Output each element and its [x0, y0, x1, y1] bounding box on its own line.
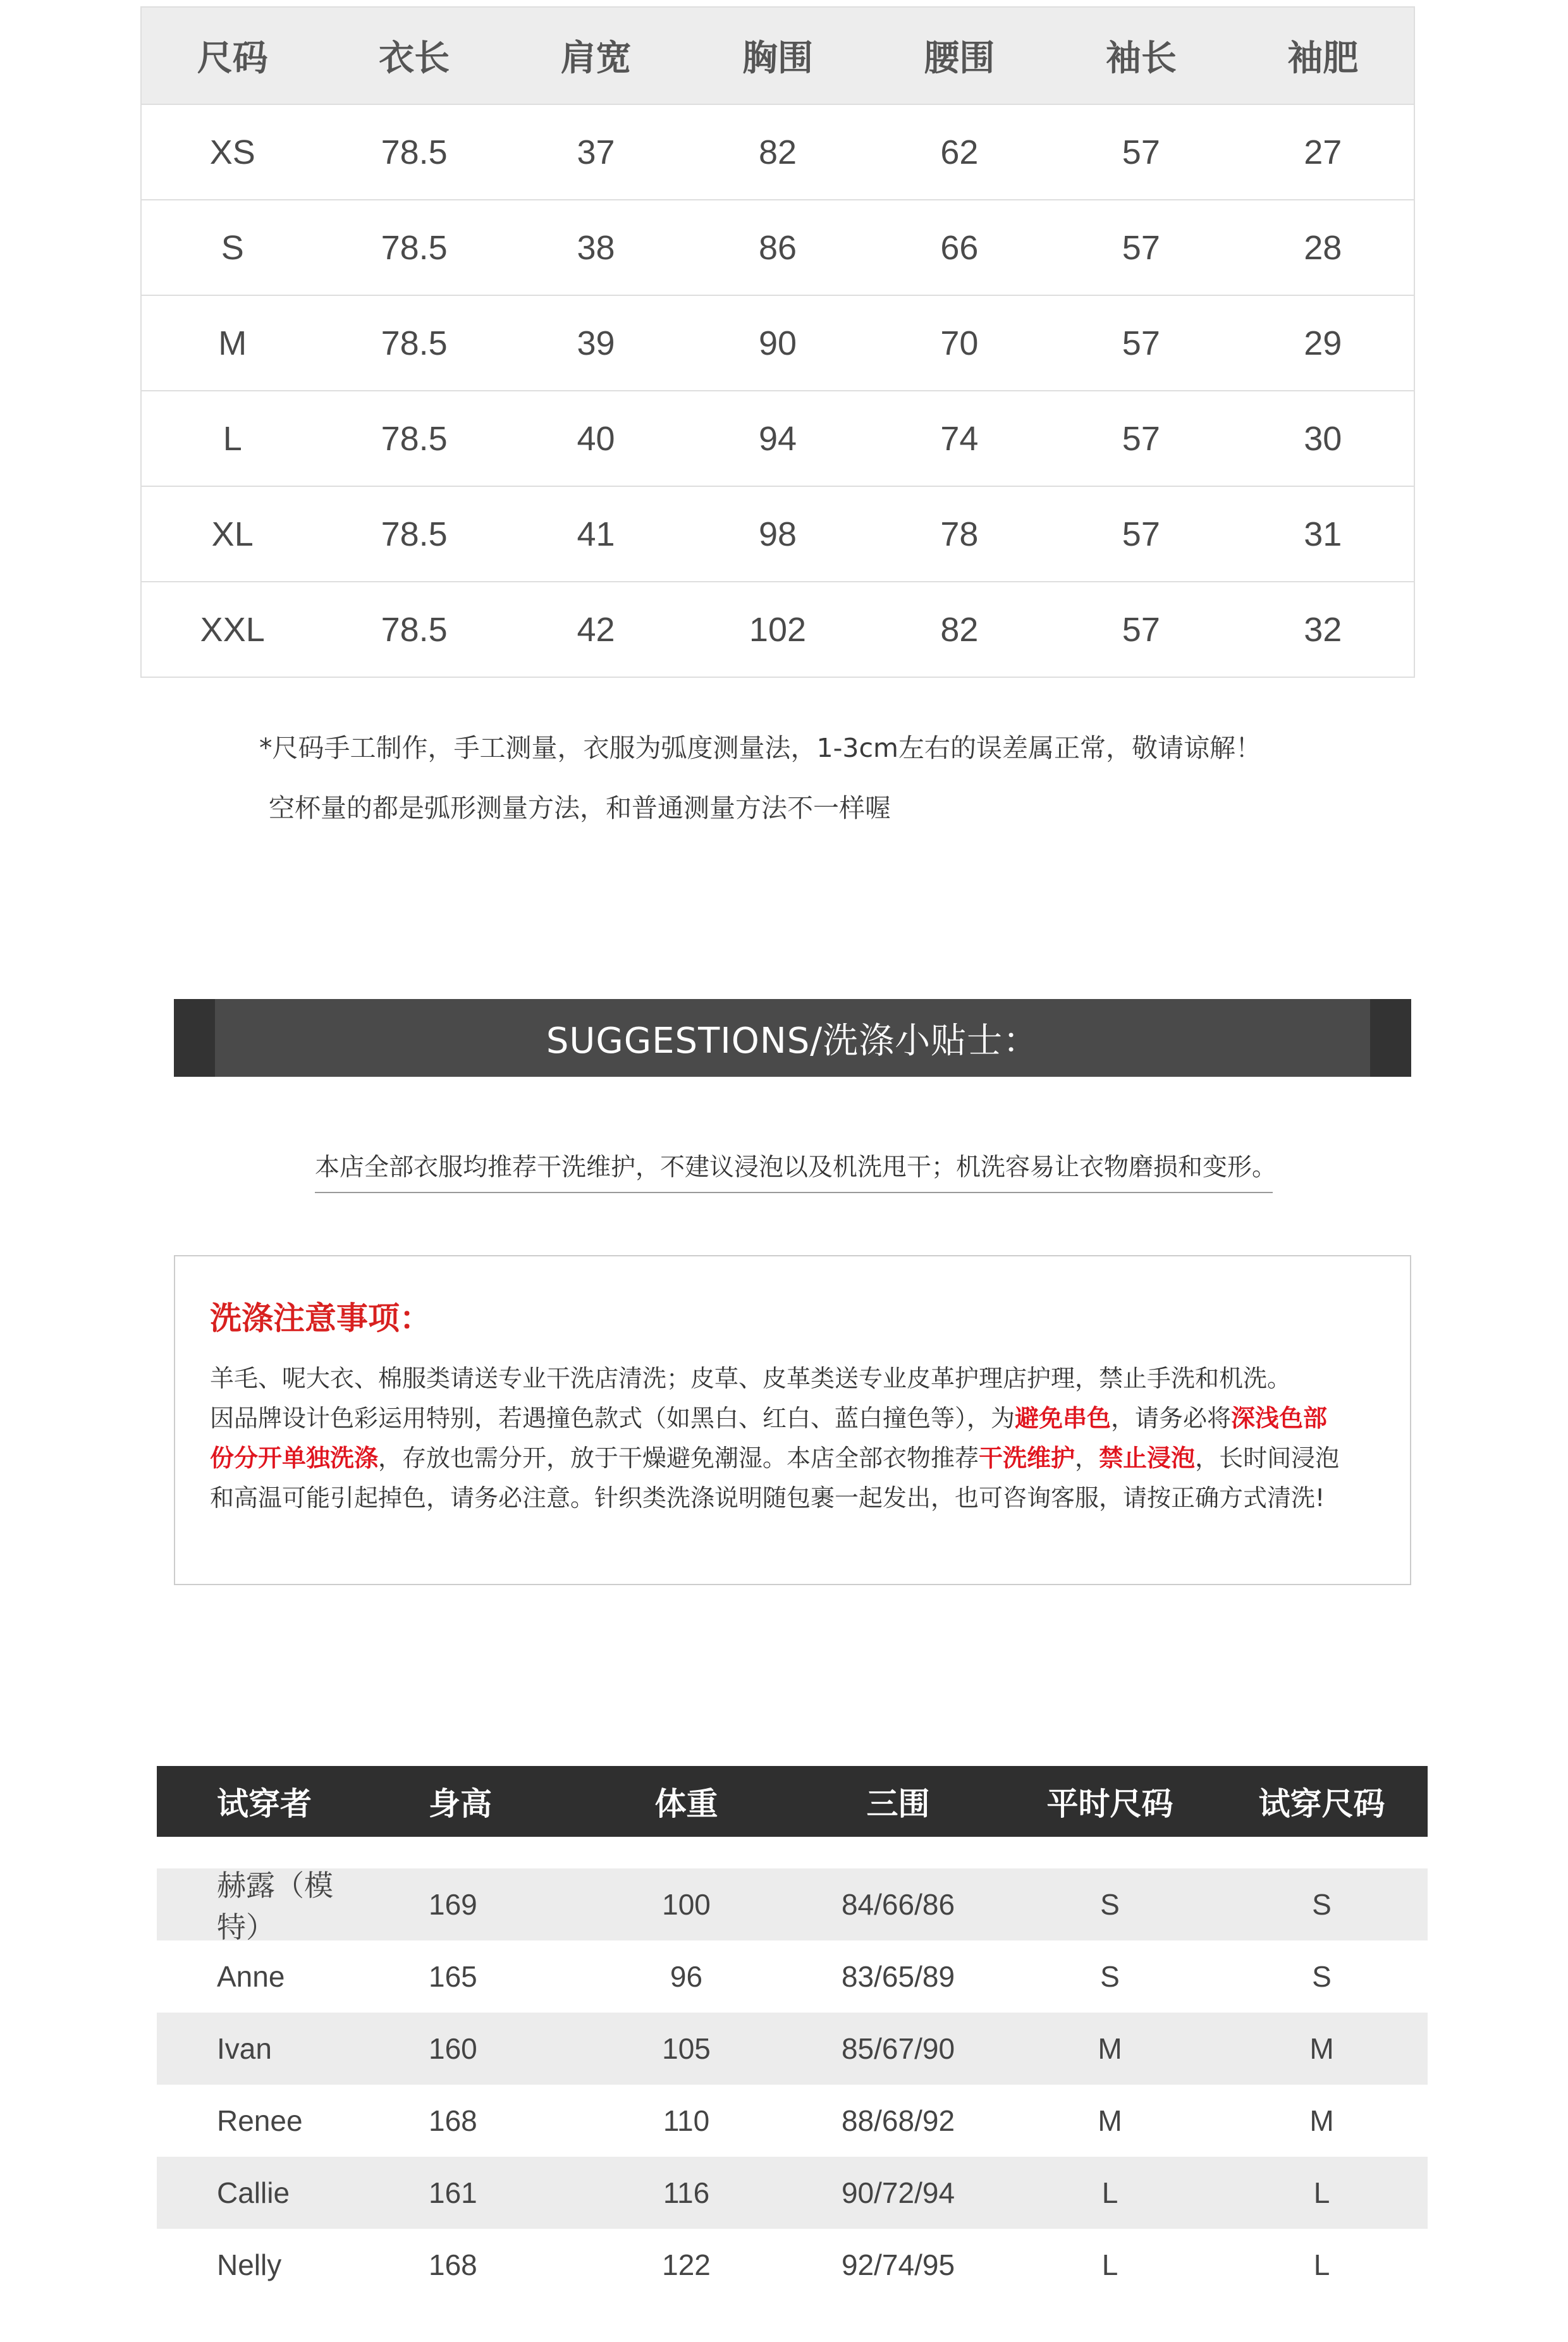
header-weight: 体重 [654, 1786, 718, 1822]
sleeve-width-cell: 31 [1304, 515, 1342, 553]
size-cell: XS [209, 133, 255, 171]
model-tried-size: M [1309, 2032, 1334, 2065]
bust-cell: 102 [749, 610, 807, 649]
sleeve-width-cell: 27 [1304, 133, 1342, 171]
table-row [157, 1940, 1428, 2013]
sleeve-length-cell: 57 [1122, 515, 1160, 553]
model-measurements: 83/65/89 [841, 1960, 955, 1993]
cup-measurement-note: 空杯量的都是弧形测量方法，和普通测量方法不一样喔 [269, 793, 891, 823]
model-height: 169 [429, 1888, 477, 1921]
length-cell: 78.5 [381, 419, 448, 458]
header-usual-size: 平时尺码 [1046, 1786, 1173, 1822]
table-row [142, 295, 1414, 390]
care-line [210, 1399, 1386, 1433]
model-height: 168 [429, 2104, 477, 2137]
shoulder-cell: 41 [577, 515, 615, 553]
length-cell: 78.5 [381, 610, 448, 649]
care-instructions-box [174, 1255, 1411, 1585]
model-height: 165 [429, 1960, 477, 1993]
measurement-note: *尺码手工制作，手工测量，衣服为弧度测量法，1-3cm左右的误差属正常，敬请谅解！ [259, 733, 1261, 763]
header-length: 衣长 [379, 38, 450, 78]
header-sleeve-width: 袖肥 [1287, 38, 1359, 78]
care-text: ，长时间浸泡 [1195, 1444, 1340, 1472]
header-bust: 胸围 [742, 38, 813, 78]
table-row [142, 486, 1414, 581]
model-tried-size: L [1313, 2248, 1330, 2281]
model-measurements: 88/68/92 [841, 2104, 955, 2137]
care-text: ，请务必将 [1111, 1404, 1232, 1432]
length-cell: 78.5 [381, 515, 448, 553]
model-weight: 96 [670, 1960, 703, 1993]
model-tried-size: S [1312, 1888, 1332, 1921]
header-shoulder: 肩宽 [560, 38, 632, 78]
model-name: Anne [217, 1960, 285, 1993]
suggestions-text: 本店全部衣服均推荐干洗维护，不建议浸泡以及机洗甩干；机洗容易让衣物磨损和变形。 [315, 1148, 1273, 1193]
care-highlight: 深浅色部 [1231, 1404, 1328, 1432]
sleeve-length-cell: 57 [1122, 228, 1160, 267]
length-cell: 78.5 [381, 228, 448, 267]
header-height: 身高 [429, 1786, 492, 1822]
model-weight: 100 [662, 1888, 711, 1921]
model-weight: 116 [663, 2176, 710, 2209]
care-highlight: 避免串色 [1015, 1404, 1112, 1432]
header-model: 试穿者 [217, 1786, 312, 1822]
care-text: 因品牌设计色彩运用特别，若遇撞色款式（如黑白、红白、蓝白撞色等），为 [210, 1404, 1015, 1432]
length-cell: 78.5 [381, 324, 448, 362]
model-height: 168 [429, 2248, 477, 2281]
header-waist: 腰围 [924, 38, 995, 78]
size-cell: S [221, 228, 244, 267]
bust-cell: 94 [758, 419, 797, 458]
sleeve-width-cell: 32 [1304, 610, 1342, 649]
size-cell: L [223, 419, 242, 458]
shoulder-cell: 37 [577, 133, 615, 171]
suggestions-banner [174, 999, 1411, 1077]
model-height: 161 [429, 2176, 477, 2209]
table-row [142, 104, 1414, 199]
sleeve-length-cell: 57 [1122, 610, 1160, 649]
model-name: Callie [217, 2176, 290, 2209]
model-height: 160 [429, 2032, 477, 2065]
model-tried-size: L [1313, 2176, 1330, 2209]
shoulder-cell: 38 [577, 228, 615, 267]
length-cell: 78.5 [381, 133, 448, 171]
care-title: 洗涤注意事项： [210, 1300, 431, 1337]
care-highlight: 禁止浸泡 [1099, 1444, 1196, 1472]
table-row [157, 1868, 1428, 1944]
table-row [157, 2013, 1428, 2085]
table-row [142, 581, 1414, 677]
table-row [157, 2085, 1428, 2157]
sleeve-length-cell: 57 [1122, 324, 1160, 362]
care-line: 和高温可能引起掉色，请务必注意。针织类洗涤说明随包裹一起发出，也可咨询客服，请按正确方式清洗! [210, 1484, 1325, 1512]
bust-cell: 82 [758, 133, 797, 171]
waist-cell: 74 [940, 419, 979, 458]
care-highlight: 份分开单独洗涤 [210, 1444, 379, 1472]
model-measurements: 84/66/86 [841, 1888, 955, 1921]
care-line: 羊毛、呢大衣、棉服类请送专业干洗店清洗；皮草、皮革类送专业皮革护理店护理，禁止手洗和机洗。 [210, 1364, 1292, 1392]
care-text: ， [1075, 1444, 1099, 1472]
model-usual-size: S [1100, 1960, 1120, 1993]
model-measurements: 85/67/90 [841, 2032, 955, 2065]
model-measurements: 90/72/94 [841, 2176, 955, 2209]
shoulder-cell: 40 [577, 419, 615, 458]
size-table [140, 6, 1415, 678]
model-usual-size: M [1098, 2032, 1122, 2065]
model-weight: 110 [663, 2104, 710, 2137]
header-measurements: 三围 [866, 1786, 930, 1822]
model-name: Ivan [217, 2032, 272, 2065]
sleeve-length-cell: 57 [1122, 419, 1160, 458]
bust-cell: 98 [758, 515, 797, 553]
table-row [157, 2157, 1428, 2229]
waist-cell: 66 [940, 228, 979, 267]
header-sleeve-length: 袖长 [1105, 38, 1177, 78]
header-size: 尺码 [197, 38, 268, 78]
model-usual-size: L [1101, 2248, 1118, 2281]
model-table [157, 1868, 1428, 2301]
table-row [142, 390, 1414, 486]
sleeve-width-cell: 28 [1304, 228, 1342, 267]
table-row [142, 199, 1414, 295]
size-cell: XL [211, 515, 254, 553]
care-line [210, 1438, 1386, 1473]
waist-cell: 70 [940, 324, 979, 362]
waist-cell: 82 [940, 610, 979, 649]
model-usual-size: L [1101, 2176, 1118, 2209]
shoulder-cell: 42 [577, 610, 615, 649]
model-name: 赫露（模特） [217, 1869, 333, 1944]
model-weight: 105 [662, 2032, 711, 2065]
suggestions-title: SUGGESTIONS/洗涤小贴士： [215, 999, 1370, 1077]
care-highlight: 干洗维护 [979, 1444, 1075, 1472]
care-text: ，存放也需分开，放于干燥避免潮湿。本店全部衣物推荐 [378, 1444, 979, 1472]
waist-cell: 78 [940, 515, 979, 553]
bust-cell: 90 [758, 324, 797, 362]
waist-cell: 62 [940, 133, 979, 171]
model-usual-size: M [1098, 2104, 1122, 2137]
size-cell: XXL [200, 610, 265, 649]
size-cell: M [218, 324, 247, 362]
model-name: Nelly [217, 2248, 282, 2281]
table-row [157, 2229, 1428, 2301]
sleeve-width-cell: 29 [1304, 324, 1342, 362]
sleeve-length-cell: 57 [1122, 133, 1160, 171]
size-table-header [142, 8, 1414, 104]
model-tried-size: S [1312, 1960, 1332, 1993]
header-tried-size: 试穿尺码 [1258, 1786, 1385, 1822]
model-name: Renee [217, 2104, 303, 2137]
shoulder-cell: 39 [577, 324, 615, 362]
model-usual-size: S [1100, 1888, 1120, 1921]
model-table-header [157, 1766, 1428, 1837]
bust-cell: 86 [758, 228, 797, 267]
model-measurements: 92/74/95 [841, 2248, 955, 2281]
model-tried-size: M [1309, 2104, 1334, 2137]
model-weight: 122 [662, 2248, 711, 2281]
sleeve-width-cell: 30 [1304, 419, 1342, 458]
